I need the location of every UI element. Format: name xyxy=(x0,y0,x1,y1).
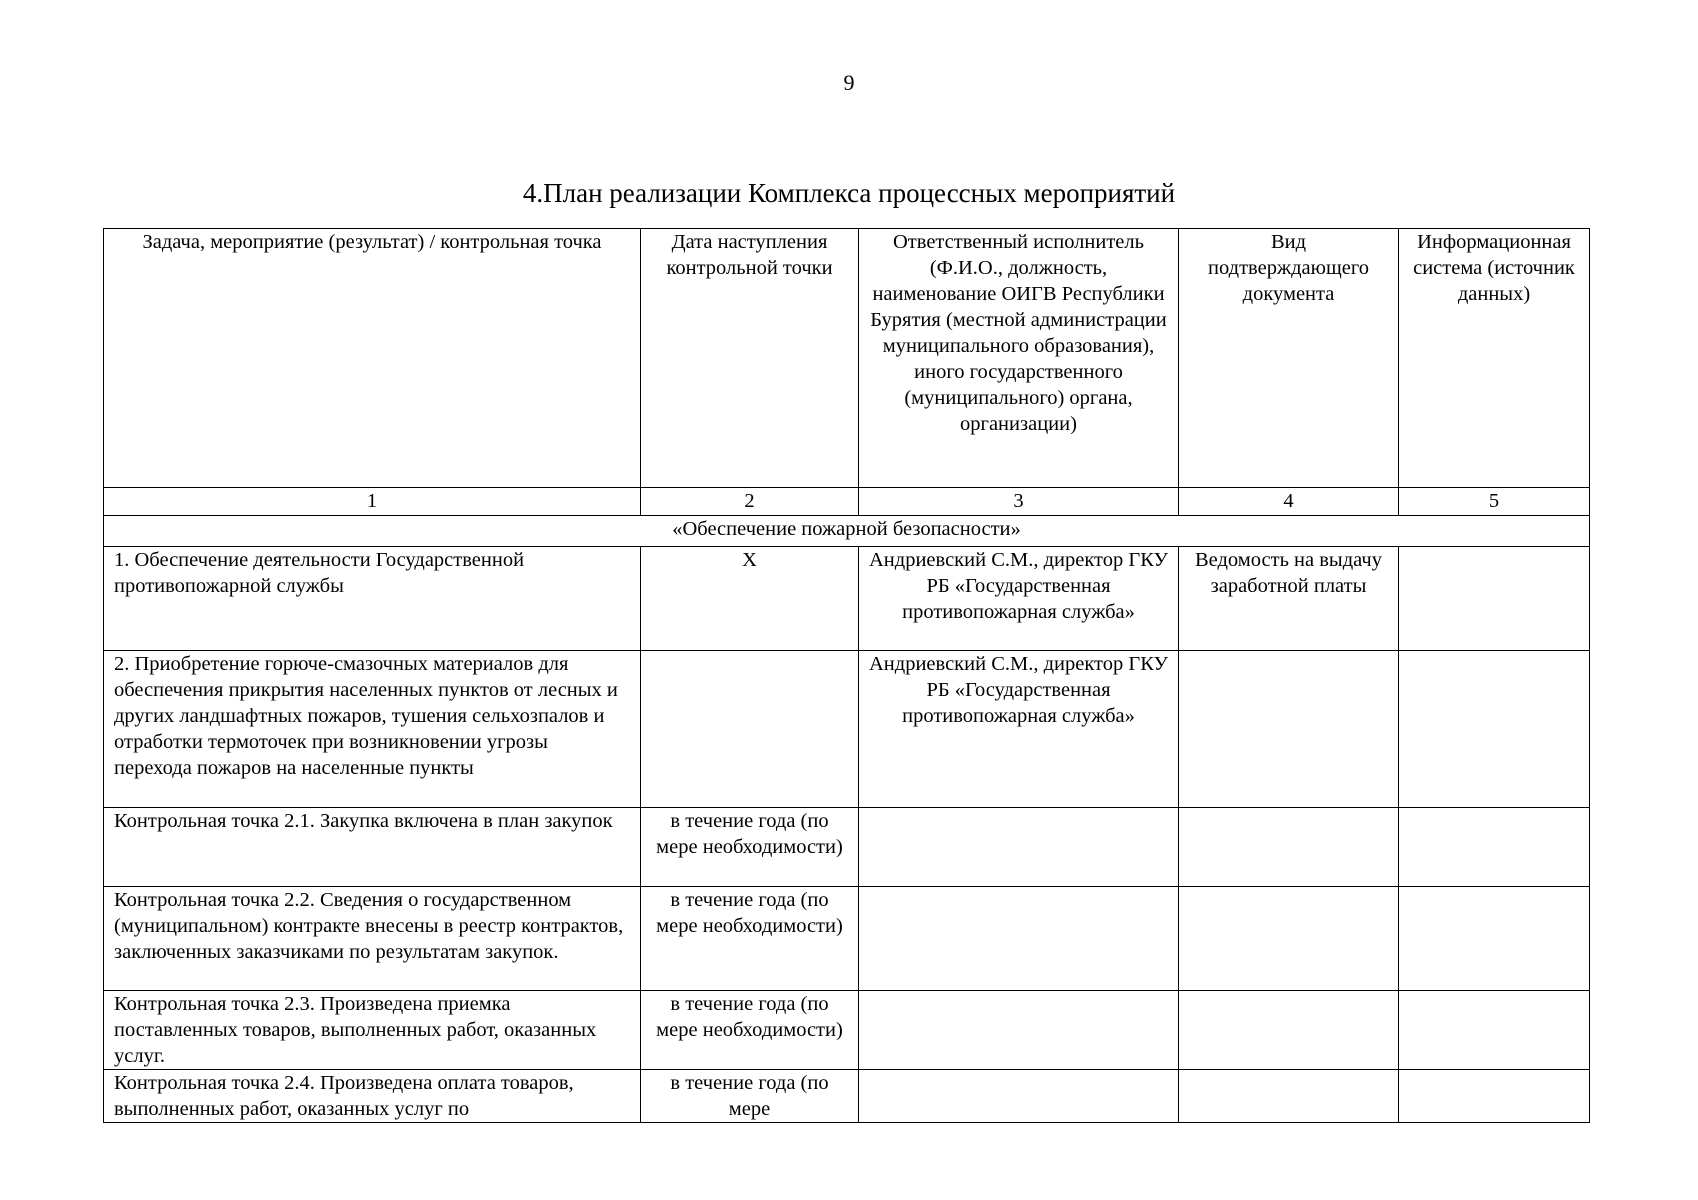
task-cell: Контрольная точка 2.1. Закупка включена в план закупок xyxy=(104,808,641,887)
date-cell: в течение года (по мере необходимости) xyxy=(641,991,859,1070)
header-responsible: Ответственный исполнитель (Ф.И.О., должность, наименование ОИГВ Республики Бурятия (местной администрации муниципального образования), иного государственного (муниципального) органа, организации) xyxy=(859,229,1179,488)
table-row xyxy=(104,1070,1590,1123)
column-number: 5 xyxy=(1399,488,1590,516)
system-cell xyxy=(1399,991,1590,1070)
date-cell: в течение года (по мере xyxy=(641,1070,859,1123)
document-cell xyxy=(1179,1070,1399,1123)
task-cell: Контрольная точка 2.4. Произведена оплата товаров, выполненных работ, оказанных услуг по xyxy=(104,1070,641,1123)
header-document: Вид подтверждающего документа xyxy=(1179,229,1399,488)
task-cell: 2. Приобретение горюче-смазочных материалов для обеспечения прикрытия населенных пунктов от лесных и других ландшафтных пожаров, тушения сельхозпалов и отработки термоточек при возникновении угрозы перехода пожаров на населенные пункты xyxy=(104,651,641,808)
system-cell xyxy=(1399,887,1590,991)
task-cell: Контрольная точка 2.2. Сведения о государственном (муниципальном) контракте внесены в реестр контрактов, заключенных заказчиками по результатам закупок. xyxy=(104,887,641,991)
header-row xyxy=(104,229,1590,488)
document-cell: Ведомость на выдачу заработной платы xyxy=(1179,547,1399,651)
responsible-cell xyxy=(859,808,1179,887)
page-number: 9 xyxy=(843,70,855,95)
task-cell: 1. Обеспечение деятельности Государственной противопожарной службы xyxy=(104,547,641,651)
responsible-cell xyxy=(859,1070,1179,1123)
table-row xyxy=(104,547,1590,651)
header-task: Задача, мероприятие (результат) / контрольная точка xyxy=(104,229,641,488)
column-number-row xyxy=(104,488,1590,516)
table-row xyxy=(104,887,1590,991)
date-cell: X xyxy=(641,547,859,651)
implementation-plan-table xyxy=(103,228,1590,1123)
table-row xyxy=(104,991,1590,1070)
header-system: Информационная система (источник данных) xyxy=(1399,229,1590,488)
date-cell: в течение года (по мере необходимости) xyxy=(641,887,859,991)
system-cell xyxy=(1399,1070,1590,1123)
responsible-cell: Андриевский С.М., директор ГКУ РБ «Государственная противопожарная служба» xyxy=(859,651,1179,808)
responsible-cell: Андриевский С.М., директор ГКУ РБ «Государственная противопожарная служба» xyxy=(859,547,1179,651)
document-cell xyxy=(1179,808,1399,887)
date-cell: в течение года (по мере необходимости) xyxy=(641,808,859,887)
column-number: 4 xyxy=(1179,488,1399,516)
table-row xyxy=(104,651,1590,808)
column-number: 3 xyxy=(859,488,1179,516)
document-cell xyxy=(1179,991,1399,1070)
document-cell xyxy=(1179,651,1399,808)
document-cell xyxy=(1179,887,1399,991)
header-date: Дата наступления контрольной точки xyxy=(641,229,859,488)
table-row xyxy=(104,808,1590,887)
system-cell xyxy=(1399,547,1590,651)
responsible-cell xyxy=(859,887,1179,991)
section-title: 4.План реализации Комплекса процессных мероприятий xyxy=(522,178,1176,208)
column-number: 1 xyxy=(104,488,641,516)
section-row xyxy=(104,516,1590,547)
system-cell xyxy=(1399,808,1590,887)
task-cell: Контрольная точка 2.3. Произведена приемка поставленных товаров, выполненных работ, оказанных услуг. xyxy=(104,991,641,1070)
responsible-cell xyxy=(859,991,1179,1070)
section-heading: «Обеспечение пожарной безопасности» xyxy=(104,516,1590,547)
date-cell xyxy=(641,651,859,808)
system-cell xyxy=(1399,651,1590,808)
column-number: 2 xyxy=(641,488,859,516)
